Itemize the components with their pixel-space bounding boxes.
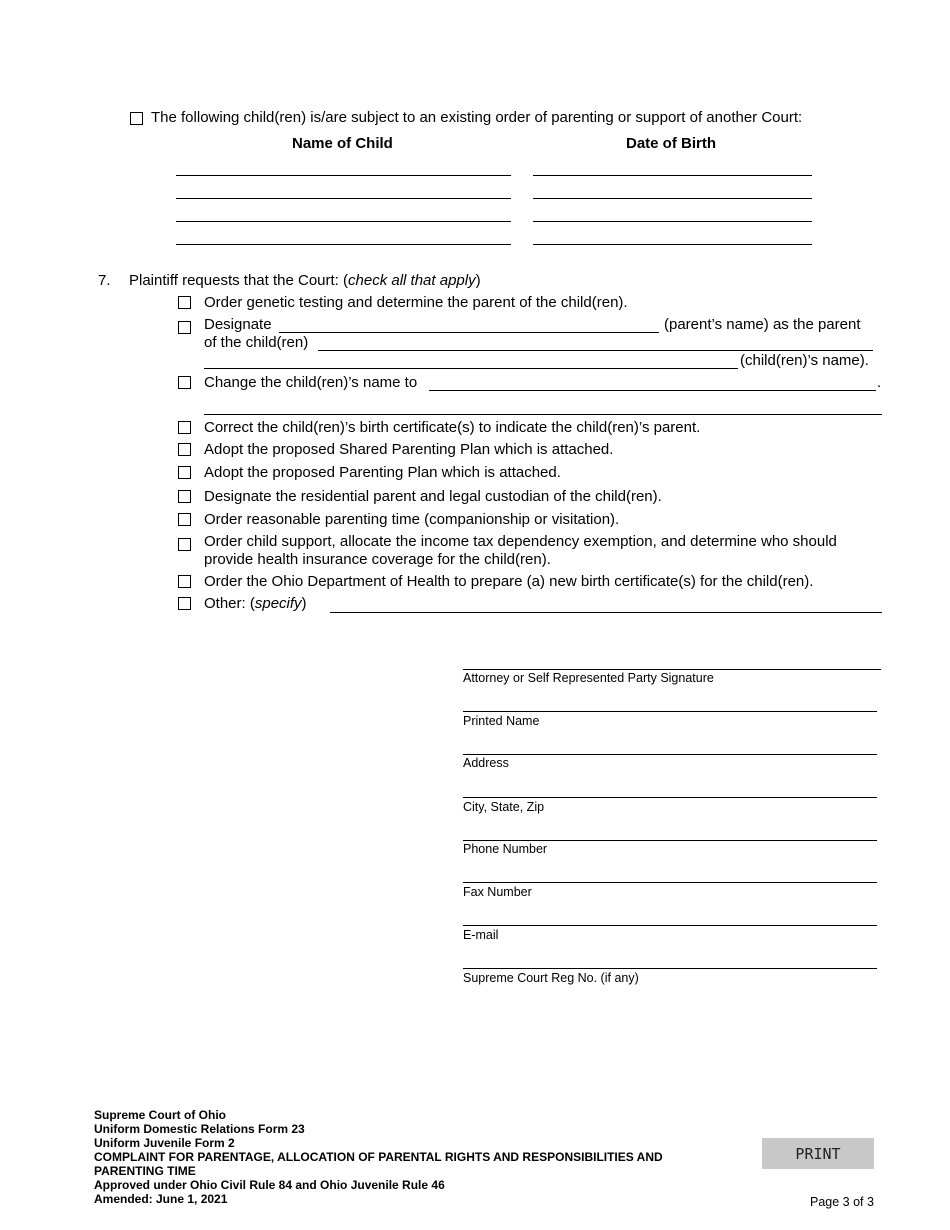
address-line[interactable] xyxy=(463,754,877,755)
footer-amended: Amended: June 1, 2021 xyxy=(94,1192,228,1206)
reg-no-line[interactable] xyxy=(463,968,877,969)
other-label xyxy=(204,595,307,613)
parenting-plan-checkbox[interactable] xyxy=(178,466,191,479)
residential-parent-checkbox[interactable] xyxy=(178,490,191,503)
child-dob-line-1[interactable] xyxy=(533,175,812,176)
genetic-testing-checkbox[interactable] xyxy=(178,296,191,309)
parenting-plan-label: Adopt the proposed Parenting Plan which is attached. xyxy=(204,464,561,481)
child-name-line-3[interactable] xyxy=(176,221,511,222)
other-checkbox[interactable] xyxy=(178,597,191,610)
other-label-end: ) xyxy=(301,595,307,612)
print-button[interactable]: PRINT xyxy=(762,1138,874,1169)
section-number: 7. xyxy=(98,272,111,289)
section-intro-end: ) xyxy=(475,272,481,289)
shared-parenting-plan-checkbox[interactable] xyxy=(178,443,191,456)
new-name-field-2[interactable] xyxy=(204,414,882,415)
footer-court: Supreme Court of Ohio xyxy=(94,1108,226,1122)
child-dob-line-4[interactable] xyxy=(533,244,812,245)
other-label-italic: specify xyxy=(254,595,302,612)
shared-parenting-plan-label: Adopt the proposed Shared Parenting Plan which is attached. xyxy=(204,441,614,458)
child-support-checkbox[interactable] xyxy=(178,538,191,551)
change-name-checkbox[interactable] xyxy=(178,376,191,389)
section-intro-text: Plaintiff requests that the Court: ( xyxy=(129,272,349,289)
child-dob-line-2[interactable] xyxy=(533,198,812,199)
footer-juvenile-form: Uniform Juvenile Form 2 xyxy=(94,1136,235,1150)
residential-parent-label: Designate the residential parent and legal custodian of the child(ren). xyxy=(204,488,662,505)
footer-form-number: Uniform Domestic Relations Form 23 xyxy=(94,1122,305,1136)
printed-name-line[interactable] xyxy=(463,711,877,712)
designate-label: Designate xyxy=(204,316,272,333)
genetic-testing-label: Order genetic testing and determine the parent of the child(ren). xyxy=(204,294,628,311)
child-name-line-1[interactable] xyxy=(176,175,511,176)
ohio-health-label: Order the Ohio Department of Health to prepare (a) new birth certificate(s) for the child(ren). xyxy=(204,573,814,590)
email-line[interactable] xyxy=(463,925,877,926)
parents-name-label: (parent’s name) as the parent xyxy=(664,316,861,333)
parent-name-field[interactable] xyxy=(279,332,659,333)
fax-line[interactable] xyxy=(463,882,877,883)
signature-line[interactable] xyxy=(463,669,881,670)
children-name-field-2[interactable] xyxy=(204,368,738,369)
child-support-label-2: provide health insurance coverage for the child(ren). xyxy=(204,551,551,568)
child-name-line-4[interactable] xyxy=(176,244,511,245)
email-label: E-mail xyxy=(463,928,499,942)
change-name-period: . xyxy=(877,374,882,391)
of-children-label: of the child(ren) xyxy=(204,334,309,351)
phone-line[interactable] xyxy=(463,840,877,841)
footer-approved: Approved under Ohio Civil Rule 84 and Ohio Juvenile Rule 46 xyxy=(94,1178,445,1192)
children-name-field-1[interactable] xyxy=(318,350,873,351)
correct-certificate-label: Correct the child(ren)’s birth certificate(s) to indicate the child(ren)’s parent. xyxy=(204,419,701,436)
parenting-time-checkbox[interactable] xyxy=(178,513,191,526)
reg-no-label: Supreme Court Reg No. (if any) xyxy=(463,971,639,985)
child-dob-line-3[interactable] xyxy=(533,221,812,222)
footer-title-1: COMPLAINT FOR PARENTAGE, ALLOCATION OF PARENTAL RIGHTS AND RESPONSIBILITIES AND xyxy=(94,1150,663,1164)
child-name-line-2[interactable] xyxy=(176,198,511,199)
designate-parent-checkbox[interactable] xyxy=(178,321,191,334)
parenting-time-label: Order reasonable parenting time (companionship or visitation). xyxy=(204,511,620,528)
page-number: Page 3 of 3 xyxy=(810,1195,874,1209)
date-of-birth-header: Date of Birth xyxy=(626,135,716,152)
other-specify-field[interactable] xyxy=(330,612,882,613)
name-of-child-header: Name of Child xyxy=(292,135,393,152)
fax-label: Fax Number xyxy=(463,885,532,899)
signature-label: Attorney or Self Represented Party Signature xyxy=(463,671,714,685)
ohio-health-checkbox[interactable] xyxy=(178,575,191,588)
city-state-zip-line[interactable] xyxy=(463,797,877,798)
section-intro xyxy=(129,272,481,290)
footer-title-2: PARENTING TIME xyxy=(94,1164,196,1178)
other-label-text: Other: ( xyxy=(204,595,255,612)
address-label: Address xyxy=(463,756,509,770)
child-support-label-1: Order child support, allocate the income tax dependency exemption, and determine who should xyxy=(204,533,837,550)
new-name-field-1[interactable] xyxy=(429,390,876,391)
existing-order-label: The following child(ren) is/are subject to an existing order of parenting or support of another Court: xyxy=(151,109,803,126)
printed-name-label: Printed Name xyxy=(463,714,540,728)
existing-order-checkbox[interactable] xyxy=(130,112,143,125)
childrens-name-label: (child(ren)’s name). xyxy=(740,352,869,369)
phone-label: Phone Number xyxy=(463,842,548,856)
change-name-label: Change the child(ren)’s name to xyxy=(204,374,418,391)
city-state-zip-label: City, State, Zip xyxy=(463,800,545,814)
correct-certificate-checkbox[interactable] xyxy=(178,421,191,434)
section-intro-italic: check all that apply xyxy=(348,272,476,289)
